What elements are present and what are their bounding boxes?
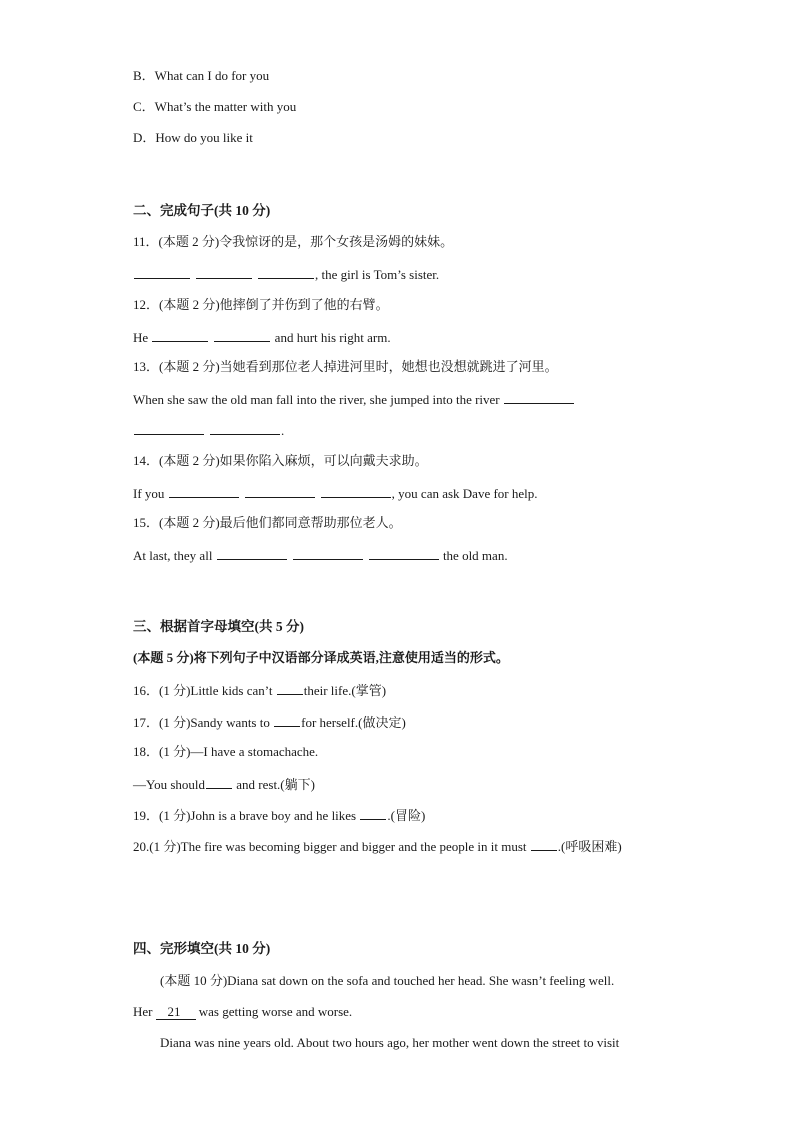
q12-after: and hurt his right arm. bbox=[274, 330, 391, 345]
q18-before: —You should bbox=[133, 777, 206, 792]
q18-line-2 bbox=[133, 775, 315, 793]
blank bbox=[504, 390, 574, 404]
blank bbox=[531, 837, 557, 851]
q12-prompt: 12．(本题 2 分)他摔倒了并伤到了他的右臂。 bbox=[133, 297, 389, 312]
q17-before: 17．(1 分)Sandy wants to bbox=[133, 715, 270, 730]
blank bbox=[210, 421, 280, 435]
q13-answer-line-1 bbox=[133, 390, 575, 408]
q15-answer-line bbox=[133, 546, 508, 564]
q16-after: their life.(掌管) bbox=[303, 683, 387, 698]
blank bbox=[152, 328, 208, 342]
blank bbox=[169, 484, 239, 498]
q11-prompt: 11．(本题 2 分)令我惊讶的是，那个女孩是汤姆的妹妹。 bbox=[133, 234, 454, 249]
q15-before: At last, they all bbox=[133, 548, 213, 563]
q12-before: He bbox=[133, 330, 149, 345]
cloze-paragraph-2 bbox=[133, 1004, 352, 1020]
blank bbox=[134, 421, 204, 435]
blank bbox=[277, 681, 303, 695]
blank bbox=[274, 713, 300, 727]
cloze-blank-21 bbox=[156, 1004, 196, 1020]
section-3-instruction: (本题 5 分)将下列句子中汉语部分译成英语,注意使用适当的形式。 bbox=[133, 650, 509, 665]
q12-answer-line bbox=[133, 328, 391, 346]
q15-after: the old man. bbox=[442, 548, 508, 563]
cloze-p2-after: was getting worse and worse. bbox=[198, 1004, 353, 1019]
q20-after: .(呼吸困难) bbox=[557, 839, 622, 854]
blank bbox=[217, 546, 287, 560]
blank bbox=[293, 546, 363, 560]
q19-before: 19．(1 分)John is a brave boy and he likes bbox=[133, 808, 357, 823]
section-4-title: 四、完形填空(共 10 分) bbox=[133, 941, 271, 956]
q11-answer-line bbox=[133, 265, 439, 283]
blank bbox=[369, 546, 439, 560]
q18-after: and rest.(躺下) bbox=[236, 777, 315, 792]
option-d: D．How do you like it bbox=[133, 130, 253, 145]
q14-before: If you bbox=[133, 486, 165, 501]
q11-after: , the girl is Tom’s sister. bbox=[315, 267, 440, 282]
section-3-title: 三、根据首字母填空(共 5 分) bbox=[133, 619, 304, 634]
q17 bbox=[133, 713, 406, 731]
cloze-blank-number: 21 bbox=[167, 1004, 181, 1019]
blank bbox=[206, 775, 232, 789]
q13-before: When she saw the old man fall into the river, she jumped into the river bbox=[133, 392, 500, 407]
blank bbox=[360, 806, 386, 820]
section-2-title: 二、完成句子(共 10 分) bbox=[133, 203, 271, 218]
q20-before: 20.(1 分)The fire was becoming bigger and bigger and the people in it must bbox=[133, 839, 527, 854]
blank bbox=[134, 265, 190, 279]
q19-after: .(冒险) bbox=[387, 808, 426, 823]
q14-after: , you can ask Dave for help. bbox=[391, 486, 538, 501]
blank bbox=[196, 265, 252, 279]
option-b: B．What can I do for you bbox=[133, 68, 270, 83]
q14-answer-line bbox=[133, 484, 538, 502]
q13-answer-line-2 bbox=[133, 421, 284, 439]
blank bbox=[245, 484, 315, 498]
cloze-paragraph-3: Diana was nine years old. About two hours ago, her mother went down the street to visit bbox=[160, 1035, 620, 1050]
q16-before: 16．(1 分)Little kids can’t bbox=[133, 683, 273, 698]
cloze-p2-before: Her bbox=[133, 1004, 153, 1019]
q17-after: for herself.(做决定) bbox=[301, 715, 406, 730]
q15-prompt: 15．(本题 2 分)最后他们都同意帮助那位老人。 bbox=[133, 515, 402, 530]
blank bbox=[214, 328, 270, 342]
q14-prompt: 14．(本题 2 分)如果你陷入麻烦，可以向戴夫求助。 bbox=[133, 453, 428, 468]
option-c: C．What’s the matter with you bbox=[133, 99, 297, 114]
blank bbox=[258, 265, 314, 279]
q16 bbox=[133, 681, 386, 699]
q13-prompt: 13．(本题 2 分)当她看到那位老人掉进河里时，她想也没想就跳进了河里。 bbox=[133, 359, 558, 374]
q19 bbox=[133, 806, 425, 824]
q13-after: . bbox=[281, 423, 285, 438]
cloze-paragraph-1: (本题 10 分)Diana sat down on the sofa and touched her head. She wasn’t feeling well. bbox=[160, 973, 615, 988]
blank bbox=[321, 484, 391, 498]
q20 bbox=[133, 837, 622, 855]
q18-line-1: 18．(1 分)—I have a stomachache. bbox=[133, 744, 319, 759]
